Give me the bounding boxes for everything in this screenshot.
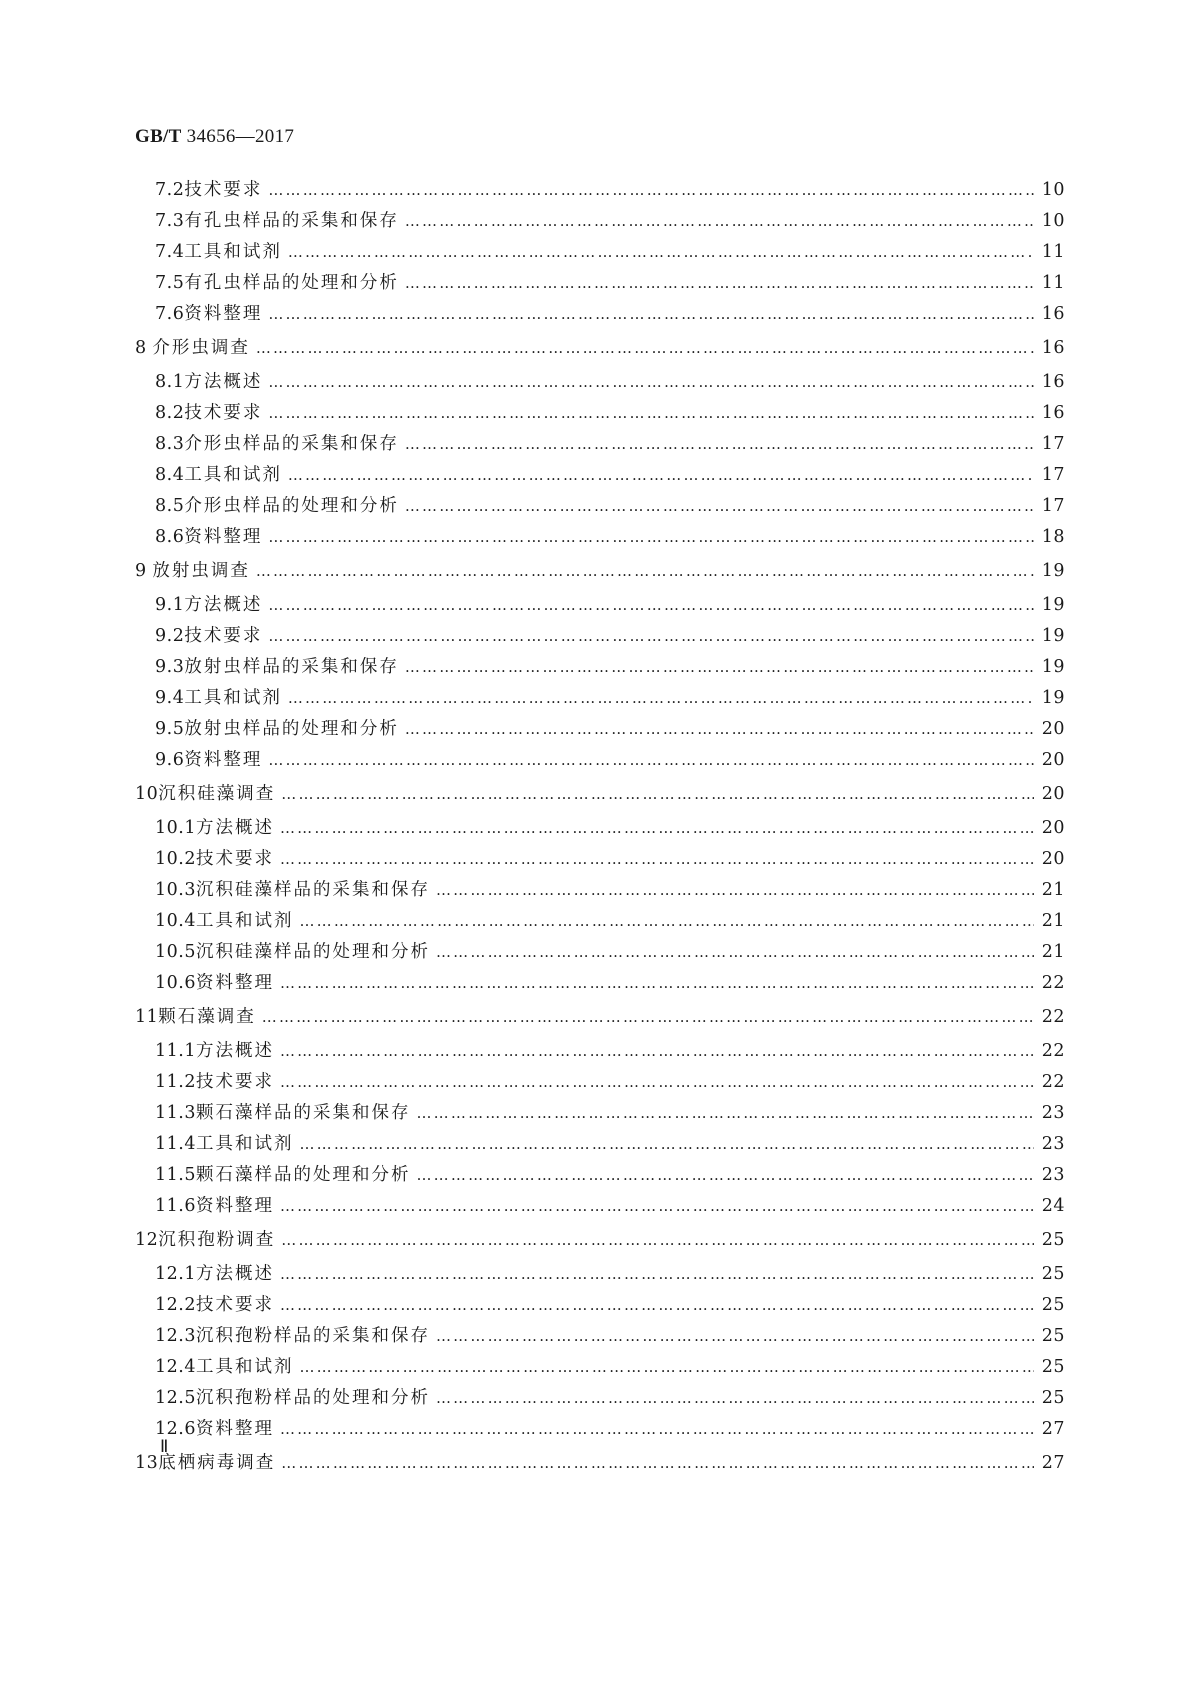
toc-entry-title: 沉积硅藻调查 (158, 784, 276, 804)
toc-chapter-entry[interactable] (135, 1222, 1065, 1259)
toc-section-entry[interactable] (135, 621, 1065, 652)
toc-entry-number: 12.3 (155, 1326, 196, 1346)
toc-entry-page: 23 (1041, 1134, 1065, 1154)
toc-entry-page: 22 (1041, 973, 1065, 993)
toc-entry-page: 20 (1041, 849, 1065, 869)
toc-entry-number: 10.1 (155, 818, 196, 838)
toc-entry-number: 11.2 (155, 1072, 196, 1092)
toc-leader-dots (436, 875, 1034, 906)
toc-section-entry[interactable] (135, 937, 1065, 968)
toc-leader-dots (280, 1259, 1034, 1290)
toc-entry-number: 8.3 (155, 434, 185, 454)
toc-leader-dots (281, 776, 1033, 813)
toc-leader-dots (288, 683, 1034, 714)
toc-entry-title: 放射虫调查 (152, 561, 250, 581)
toc-section-entry[interactable] (135, 683, 1065, 714)
toc-entry-page: 17 (1041, 465, 1065, 485)
toc-leader-dots (268, 175, 1033, 206)
toc-entry-number: 8.5 (155, 496, 185, 516)
toc-entry-title: 技术要求 (184, 626, 263, 646)
toc-leader-dots (268, 745, 1033, 776)
standard-number: 34656—2017 (186, 126, 295, 147)
toc-leader-dots (268, 299, 1033, 330)
toc-leader-dots (280, 844, 1034, 875)
toc-entry-page: 21 (1041, 942, 1065, 962)
toc-section-entry[interactable] (135, 367, 1065, 398)
toc-section-entry[interactable] (135, 522, 1065, 553)
toc-entry-title: 颗石藻调查 (158, 1007, 256, 1027)
toc-entry-page: 22 (1041, 1007, 1065, 1027)
toc-entry-page: 16 (1041, 338, 1065, 358)
toc-leader-dots (416, 1098, 1033, 1129)
toc-entry-number: 11.4 (155, 1134, 196, 1154)
toc-section-entry[interactable] (135, 1321, 1065, 1352)
standard-prefix: GB/T (135, 126, 182, 147)
toc-leader-dots (256, 553, 1034, 590)
toc-leader-dots (280, 1290, 1034, 1321)
toc-entry-number: 12.5 (155, 1388, 196, 1408)
toc-entry-page: 22 (1041, 1041, 1065, 1061)
toc-entry-page: 10 (1041, 211, 1065, 231)
toc-section-entry[interactable] (135, 1352, 1065, 1383)
toc-entry-title: 技术要求 (184, 403, 263, 423)
toc-entry-number: 11.6 (155, 1196, 196, 1216)
toc-leader-dots (268, 522, 1033, 553)
toc-entry-page: 25 (1041, 1388, 1065, 1408)
toc-leader-dots (405, 491, 1034, 522)
toc-entry-page: 23 (1041, 1165, 1065, 1185)
toc-entry-title: 方法概述 (184, 372, 263, 392)
toc-entry-title: 资料整理 (195, 1196, 274, 1216)
toc-entry-page: 25 (1041, 1295, 1065, 1315)
toc-entry-title: 介形虫调查 (152, 338, 250, 358)
toc-section-entry[interactable] (135, 299, 1065, 330)
toc-entry-page: 18 (1041, 527, 1065, 547)
toc-chapter-entry[interactable] (135, 999, 1065, 1036)
toc-leader-dots (405, 206, 1034, 237)
toc-entry-page: 25 (1041, 1357, 1065, 1377)
toc-entry-title: 资料整理 (184, 304, 263, 324)
toc-entry-number: 11.5 (155, 1165, 196, 1185)
toc-chapter-entry[interactable] (135, 330, 1065, 367)
toc-entry-page: 16 (1041, 403, 1065, 423)
toc-entry-title: 资料整理 (184, 527, 263, 547)
toc-entry-title: 沉积硅藻样品的处理和分析 (195, 942, 430, 962)
toc-entry-number: 10.3 (155, 880, 196, 900)
toc-section-entry[interactable] (135, 1036, 1065, 1067)
toc-entry-page: 17 (1041, 434, 1065, 454)
toc-entry-number: 7.5 (155, 273, 185, 293)
toc-entry-page: 19 (1041, 688, 1065, 708)
toc-entry-page: 22 (1041, 1072, 1065, 1092)
toc-entry-page: 27 (1041, 1419, 1065, 1439)
toc-section-entry[interactable] (135, 745, 1065, 776)
toc-leader-dots (416, 1160, 1033, 1191)
toc-leader-dots (268, 621, 1033, 652)
toc-entry-page: 25 (1041, 1326, 1065, 1346)
toc-leader-dots (262, 999, 1034, 1036)
toc-entry-page: 20 (1041, 719, 1065, 739)
toc-entry-page: 16 (1041, 372, 1065, 392)
toc-entry-title: 放射虫样品的处理和分析 (184, 719, 399, 739)
toc-leader-dots (280, 1414, 1034, 1445)
toc-entry-page: 20 (1041, 750, 1065, 770)
toc-entry-title: 有孔虫样品的采集和保存 (184, 211, 399, 231)
toc-entry-number: 12.2 (155, 1295, 196, 1315)
toc-section-entry[interactable] (135, 1067, 1065, 1098)
toc-entry-title: 沉积孢粉调查 (158, 1230, 276, 1250)
toc-leader-dots (280, 968, 1034, 999)
toc-entry-title: 介形虫样品的处理和分析 (184, 496, 399, 516)
toc-section-entry[interactable] (135, 652, 1065, 683)
toc-leader-dots (280, 1067, 1034, 1098)
toc-leader-dots (405, 268, 1034, 299)
toc-section-entry[interactable] (135, 813, 1065, 844)
toc-entry-number: 7.2 (155, 180, 185, 200)
toc-section-entry[interactable] (135, 1098, 1065, 1129)
toc-entry-number: 11.3 (155, 1103, 196, 1123)
toc-leader-dots (288, 460, 1034, 491)
toc-entry-page: 11 (1041, 242, 1065, 262)
toc-section-entry[interactable] (135, 968, 1065, 999)
toc-section-entry[interactable] (135, 237, 1065, 268)
toc-entry-number: 9.6 (155, 750, 185, 770)
toc-entry-number: 8.6 (155, 527, 185, 547)
toc-entry-number: 8.2 (155, 403, 185, 423)
toc-section-entry[interactable] (135, 268, 1065, 299)
toc-entry-number: 8.1 (155, 372, 185, 392)
toc-leader-dots (268, 590, 1033, 621)
toc-entry-title: 放射虫样品的采集和保存 (184, 657, 399, 677)
toc-leader-dots (281, 1445, 1033, 1482)
toc-entry-title: 工具和试剂 (195, 1134, 294, 1154)
toc-leader-dots (268, 398, 1033, 429)
toc-entry-number: 10.2 (155, 849, 196, 869)
toc-entry-title: 工具和试剂 (195, 1357, 294, 1377)
toc-entry-title: 沉积硅藻样品的采集和保存 (195, 880, 430, 900)
toc-entry-title: 技术要求 (195, 849, 274, 869)
toc-entry-number: 12.1 (155, 1264, 196, 1284)
toc-entry-number: 9.1 (155, 595, 185, 615)
toc-entry-page: 19 (1041, 561, 1065, 581)
toc-entry-number: 10.5 (155, 942, 196, 962)
toc-leader-dots (405, 714, 1034, 745)
toc-entry-number: 12.4 (155, 1357, 196, 1377)
toc-section-entry[interactable] (135, 1191, 1065, 1222)
toc-entry-page: 10 (1041, 180, 1065, 200)
toc-entry-title: 方法概述 (195, 1041, 274, 1061)
toc-entry-page: 19 (1041, 595, 1065, 615)
toc-entry-number: 8 (135, 338, 147, 358)
toc-section-entry[interactable] (135, 175, 1065, 206)
toc-entry-number: 13 (135, 1453, 159, 1473)
toc-leader-dots (288, 237, 1034, 268)
toc-entry-number: 7.6 (155, 304, 185, 324)
toc-section-entry[interactable] (135, 491, 1065, 522)
toc-section-entry[interactable] (135, 1414, 1065, 1445)
toc-entry-title: 沉积孢粉样品的采集和保存 (195, 1326, 430, 1346)
toc-entry-number: 10.6 (155, 973, 196, 993)
toc-leader-dots (268, 367, 1033, 398)
toc-entry-number: 12 (135, 1230, 159, 1250)
toc-entry-title: 方法概述 (195, 1264, 274, 1284)
toc-entry-title: 有孔虫样品的处理和分析 (184, 273, 399, 293)
toc-section-entry[interactable] (135, 1160, 1065, 1191)
toc-entry-page: 27 (1041, 1453, 1065, 1473)
toc-entry-number: 9.4 (155, 688, 185, 708)
toc-entry-title: 技术要求 (195, 1295, 274, 1315)
toc-chapter-entry[interactable] (135, 1445, 1065, 1482)
toc-section-entry[interactable] (135, 460, 1065, 491)
toc-entry-number: 7.4 (155, 242, 185, 262)
toc-entry-page: 20 (1041, 784, 1065, 804)
toc-section-entry[interactable] (135, 398, 1065, 429)
toc-entry-page: 11 (1041, 273, 1065, 293)
toc-entry-number: 9 (135, 561, 147, 581)
toc-entry-page: 17 (1041, 496, 1065, 516)
toc-entry-title: 资料整理 (195, 973, 274, 993)
toc-chapter-entry[interactable] (135, 776, 1065, 813)
toc-entry-title: 底栖病毒调查 (158, 1453, 276, 1473)
toc-section-entry[interactable] (135, 206, 1065, 237)
toc-entry-title: 技术要求 (184, 180, 263, 200)
toc-entry-title: 工具和试剂 (184, 688, 282, 708)
toc-entry-page: 25 (1041, 1230, 1065, 1250)
toc-entry-page: 25 (1041, 1264, 1065, 1284)
toc-section-entry[interactable] (135, 1290, 1065, 1321)
toc-entry-title: 工具和试剂 (184, 242, 282, 262)
toc-entry-page: 16 (1041, 304, 1065, 324)
toc-section-entry[interactable] (135, 590, 1065, 621)
toc-entry-number: 12.6 (155, 1419, 196, 1439)
toc-leader-dots (405, 429, 1034, 460)
toc-leader-dots (280, 813, 1034, 844)
toc-entry-number: 11 (135, 1007, 159, 1027)
toc-section-entry[interactable] (135, 906, 1065, 937)
toc-section-entry[interactable] (135, 1259, 1065, 1290)
toc-entry-title: 工具和试剂 (184, 465, 282, 485)
toc-entry-number: 9.2 (155, 626, 185, 646)
toc-entry-title: 沉积孢粉样品的处理和分析 (195, 1388, 430, 1408)
toc-leader-dots (405, 652, 1034, 683)
toc-leader-dots (436, 1383, 1034, 1414)
toc-leader-dots (299, 1352, 1033, 1383)
toc-leader-dots (436, 937, 1034, 968)
toc-leader-dots (299, 1129, 1033, 1160)
toc-entry-page: 21 (1041, 911, 1065, 931)
toc-entry-number: 9.3 (155, 657, 185, 677)
toc-entry-title: 颗石藻样品的处理和分析 (195, 1165, 411, 1185)
toc-section-entry[interactable] (135, 875, 1065, 906)
toc-entry-title: 资料整理 (184, 750, 263, 770)
toc-entry-number: 10.4 (155, 911, 196, 931)
toc-entry-page: 20 (1041, 818, 1065, 838)
toc-entry-number: 9.5 (155, 719, 185, 739)
toc-entry-title: 颗石藻样品的采集和保存 (195, 1103, 411, 1123)
toc-entry-page: 23 (1041, 1103, 1065, 1123)
toc-leader-dots (280, 1191, 1034, 1222)
toc-leader-dots (256, 330, 1034, 367)
toc-entry-title: 方法概述 (184, 595, 263, 615)
toc-entry-title: 资料整理 (195, 1419, 274, 1439)
toc-entry-page: 24 (1041, 1196, 1065, 1216)
toc-entry-number: 10 (135, 784, 159, 804)
toc-section-entry[interactable] (135, 844, 1065, 875)
toc-section-entry[interactable] (135, 1383, 1065, 1414)
toc-section-entry[interactable] (135, 714, 1065, 745)
toc-entry-number: 7.3 (155, 211, 185, 231)
page-number: Ⅱ (160, 1437, 169, 1456)
toc-entry-number: 8.4 (155, 465, 185, 485)
toc-entry-number: 11.1 (155, 1041, 196, 1061)
toc-section-entry[interactable] (135, 1129, 1065, 1160)
toc-entry-page: 21 (1041, 880, 1065, 900)
toc-entry-page: 19 (1041, 626, 1065, 646)
toc-leader-dots (281, 1222, 1033, 1259)
toc-section-entry[interactable] (135, 429, 1065, 460)
toc-entry-page: 19 (1041, 657, 1065, 677)
toc-leader-dots (436, 1321, 1034, 1352)
toc-leader-dots (280, 1036, 1034, 1067)
toc-entry-title: 技术要求 (195, 1072, 274, 1092)
toc-entry-title: 介形虫样品的采集和保存 (184, 434, 399, 454)
toc-chapter-entry[interactable] (135, 553, 1065, 590)
table-of-contents (135, 175, 1065, 1482)
document-header (135, 126, 294, 148)
toc-entry-title: 工具和试剂 (195, 911, 294, 931)
toc-entry-title: 方法概述 (195, 818, 274, 838)
toc-leader-dots (299, 906, 1033, 937)
